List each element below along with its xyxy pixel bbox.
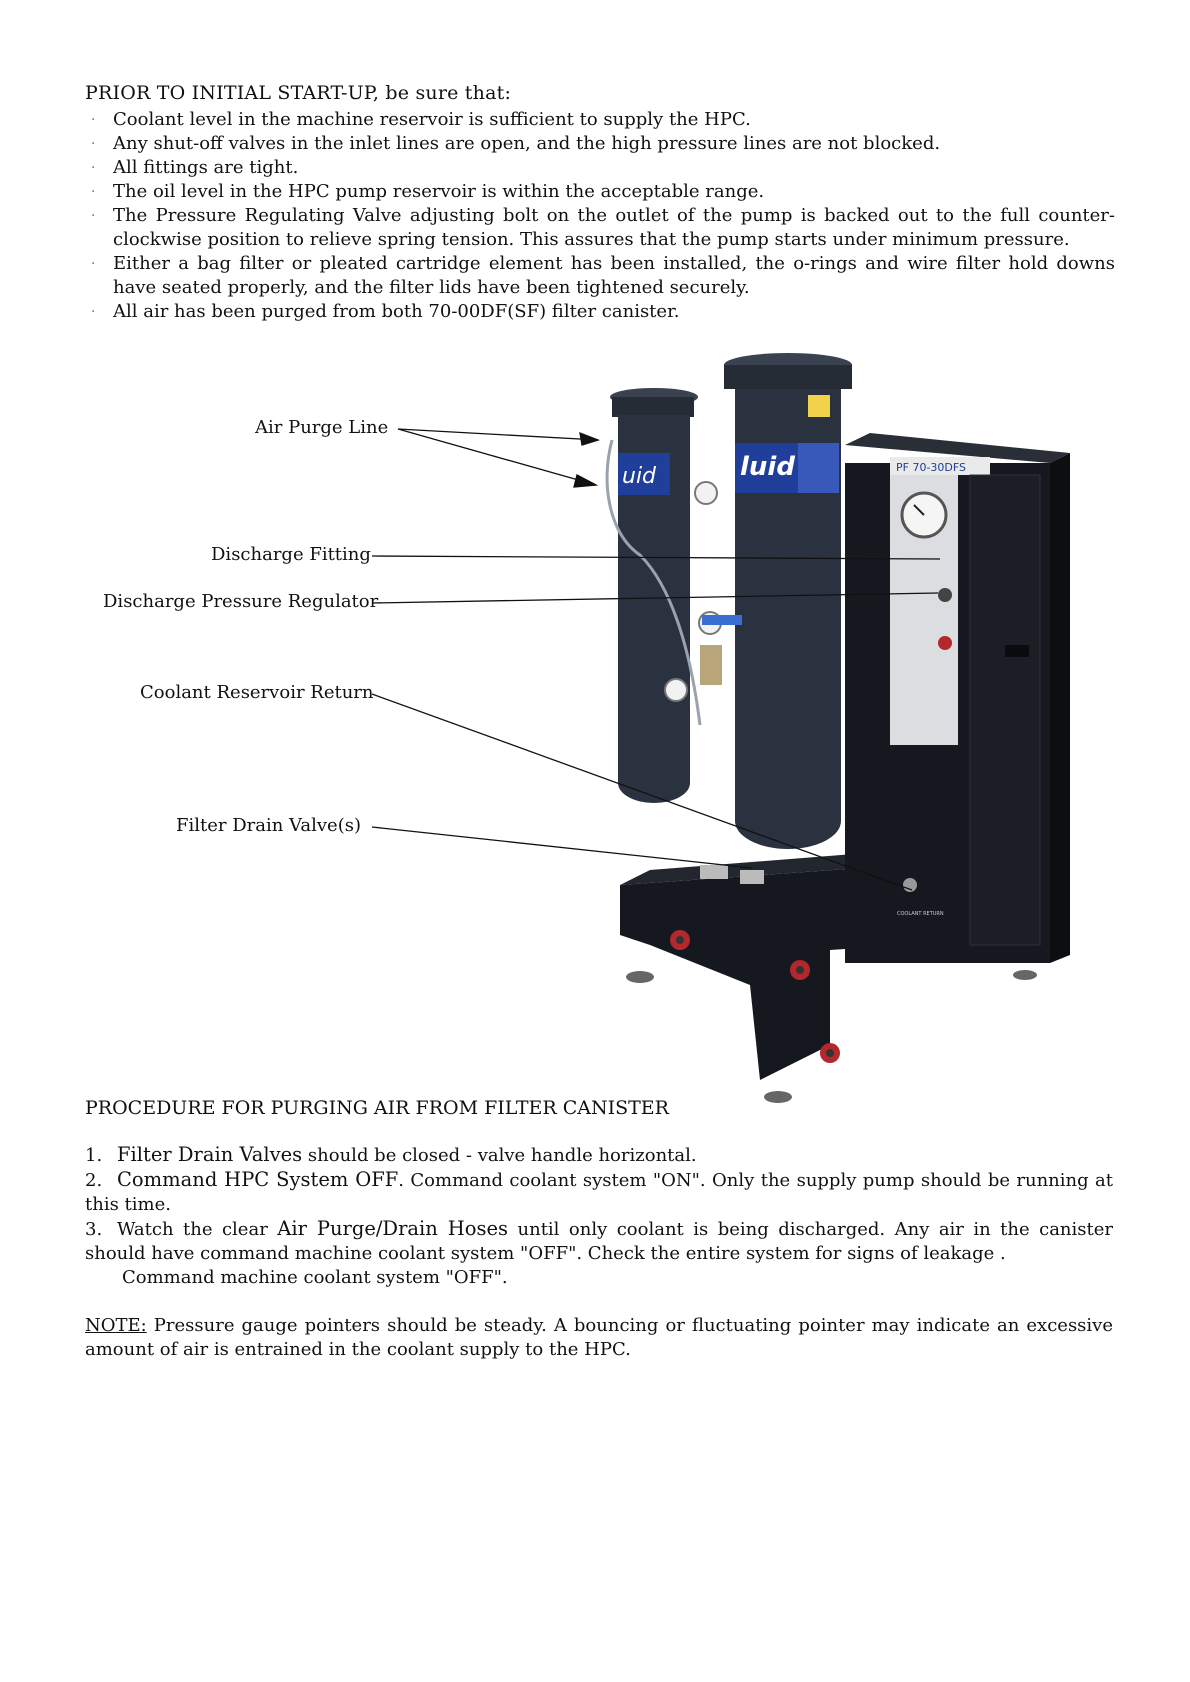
checklist-item: [85, 156, 1115, 180]
checklist-item: [85, 252, 1115, 300]
bullet-dot: ·: [91, 136, 96, 152]
step-number: 2.: [85, 1170, 103, 1191]
checklist-item: [85, 108, 1115, 132]
checklist-item: [85, 204, 1115, 252]
step-lead: Filter Drain Valves: [117, 1143, 303, 1166]
checklist-item: [85, 300, 1115, 324]
callout-filter-drain-valves: Filter Drain Valve(s): [176, 815, 361, 836]
model-plate-text: PF 70-30DFS: [896, 461, 967, 474]
note-label: NOTE:: [85, 1315, 147, 1336]
prior-heading: PRIOR TO INITIAL START-UP, be sure that:: [85, 82, 512, 104]
step-pre: Watch the clear: [117, 1219, 278, 1240]
note-paragraph: [85, 1314, 1113, 1362]
step-number: 3.: [85, 1219, 103, 1240]
procedure-step: [85, 1143, 1113, 1168]
checklist-item: [85, 132, 1115, 156]
step-text: until only coolant is being discharged. Any air in the canister should have command machine coolant system "OFF". Check the entire system for signs of leakage .: [85, 1219, 1113, 1264]
checklist-text: The oil level in the HPC pump reservoir is within the acceptable range.: [113, 181, 765, 202]
callout-air-purge-line: Air Purge Line: [255, 417, 389, 438]
pump-cabinet: [845, 433, 1070, 963]
callout-coolant-reservoir-return: Coolant Reservoir Return: [140, 682, 374, 703]
bullet-dot: ·: [91, 208, 96, 224]
bullet-dot: ·: [91, 112, 96, 128]
step-lead: Air Purge/Drain Hoses: [277, 1217, 509, 1240]
checklist-text: Coolant level in the machine reservoir is sufficient to supply the HPC.: [113, 109, 751, 130]
checklist-text: Any shut-off valves in the inlet lines are open, and the high pressure lines are not blocked.: [113, 133, 941, 154]
procedure-steps: [85, 1143, 1113, 1290]
callout-discharge-fitting: Discharge Fitting: [211, 544, 371, 565]
bullet-dot: ·: [91, 160, 96, 176]
procedure-step: [85, 1217, 1113, 1266]
checklist-text: All fittings are tight.: [113, 157, 299, 178]
step-text: should be closed - valve handle horizontal.: [302, 1145, 697, 1166]
procedure-step: [85, 1168, 1113, 1217]
checklist-text: The Pressure Regulating Valve adjusting bolt on the outlet of the pump is backed out to the full counter-clockwise position to relieve spring tension. This assures that the pump starts under minimum pressure.: [113, 205, 1115, 250]
canister-logo-right: luid: [740, 452, 795, 482]
bullet-dot: ·: [91, 304, 96, 320]
startup-checklist: [85, 108, 1115, 324]
step-lead: Command HPC System OFF: [117, 1168, 399, 1191]
filter-system-illustration: [0, 345, 1190, 1120]
checklist-text: All air has been purged from both 70-00DF(SF) filter canister.: [113, 301, 680, 322]
step-text: . Command coolant system "ON". Only the supply pump should be running at this time.: [85, 1170, 1114, 1215]
note-text: Pressure gauge pointers should be steady. A bouncing or fluctuating pointer may indicate an excessive amount of air is entrained in the coolant supply to the HPC.: [85, 1315, 1113, 1360]
procedure-step-continuation: Command machine coolant system "OFF".: [122, 1267, 508, 1288]
bullet-dot: ·: [91, 184, 96, 200]
step-number: 1.: [85, 1145, 103, 1166]
left-filter-canister: [607, 388, 722, 803]
canister-logo-left: uid: [622, 464, 657, 489]
bullet-dot: ·: [91, 256, 96, 272]
right-filter-canister: [700, 353, 852, 884]
callout-discharge-pressure-regulator: Discharge Pressure Regulator: [103, 591, 379, 612]
checklist-item: [85, 180, 1115, 204]
checklist-text: Either a bag filter or pleated cartridge element has been installed, the o-rings and wire filter hold downs have seated properly, and the filter lids have been tightened securely.: [113, 253, 1115, 298]
filter-system-figure: [0, 345, 1190, 1120]
procedure-heading: PROCEDURE FOR PURGING AIR FROM FILTER CANISTER: [85, 1097, 669, 1119]
coolant-return-label: COOLANT RETURN: [897, 911, 944, 917]
